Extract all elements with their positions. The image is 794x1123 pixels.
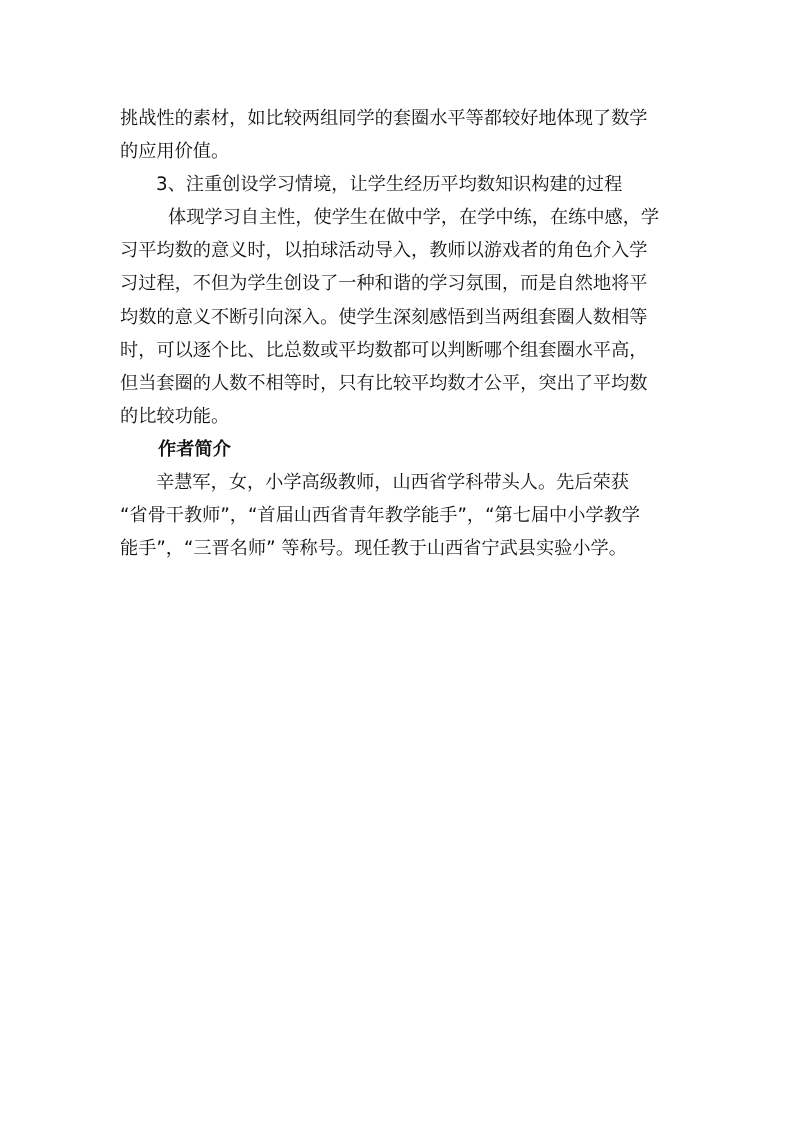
document-body (120, 102, 676, 565)
paragraph-line: 体现学习自主性，使学生在做中学，在学中练，在练中感，学 (168, 207, 660, 229)
paragraph-line: 的比较功能。 (120, 405, 230, 427)
paragraph-line: 习平均数的意义时，以拍球活动导入，教师以游戏者的角色介入学 (120, 240, 648, 262)
author-line: “省骨干教师”，“首届山西省青年教学能手”，“第七届中小学教学 (120, 505, 640, 527)
paragraph-line: 时，可以逐个比、比总数或平均数都可以判断哪个组套圈水平高， (120, 339, 648, 361)
paragraph-line: 但当套圈的人数不相等时，只有比较平均数才公平，突出了平均数 (120, 372, 648, 394)
author-line: 能手”，“三晋名师” 等称号。现任教于山西省宁武县实验小学。 (120, 538, 627, 560)
author-heading: 作者简介 (158, 438, 231, 460)
paragraph-line: 习过程，不但为学生创设了一种和谐的学习氛围，而是自然地将平 (120, 273, 648, 295)
author-line: 辛慧军，女，小学高级教师，山西省学科带头人。先后荣获 (156, 472, 629, 494)
paragraph-line: 挑战性的素材，如比较两组同学的套圈水平等都较好地体现了数学 (120, 108, 648, 129)
paragraph-line: 的应用价值。 (120, 141, 230, 163)
paragraph-line: 均数的意义不断引向深入。使学生深刻感悟到当两组套圈人数相等 (120, 306, 648, 328)
section-heading: 3、注重创设学习情境，让学生经历平均数知识构建的过程 (156, 174, 623, 196)
